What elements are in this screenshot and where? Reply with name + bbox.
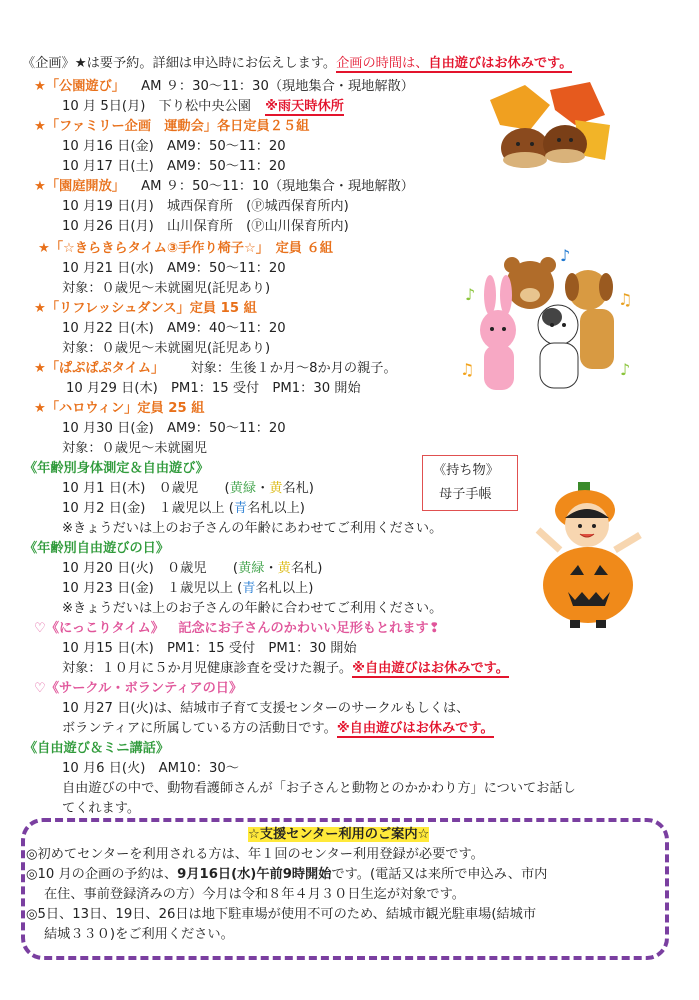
agefree-note: ※きょうだいは上のお子さんの年齢に合わせてご利用ください。 xyxy=(62,601,443,616)
guide-line-1: ◎初めてセンターを利用される方は、年１回のセンター利用登録が必要です。 xyxy=(26,847,484,862)
papapa-target: 対象：生後１か月〜8か月の親子。 xyxy=(190,361,397,376)
tag-dot: ・ xyxy=(256,481,270,496)
park-note: ※雨天時休所 xyxy=(265,99,344,114)
agefree-date-2-suffix: 名札以上) xyxy=(255,581,314,596)
measure-date-1-text: 10 月1 日(木) ０歳児 ( xyxy=(62,481,230,496)
measure-date-2-suffix: 名札以上) xyxy=(247,501,305,516)
mini-title: 《自由遊び＆ミニ講話》 xyxy=(24,741,170,756)
dancing-animals-illustration xyxy=(460,245,640,410)
papapa-date: 10 月29 日(木) PM1：15 受付 PM1：30 開始 xyxy=(66,381,361,396)
circle-line-1: 10 月27 日(火)は、結城市子育て支援センターのサークルもしくは、 xyxy=(62,701,470,716)
guide-reservation-start: 9月16日(水)午前9時開始 xyxy=(177,867,332,882)
park-date: 10 月 5日(月) 下り松中央公園 xyxy=(62,99,251,114)
measure-date-1 xyxy=(62,480,314,497)
kirakira-title: ★「☆きらきらタイム③手作り椅子☆」 定員 ６組 xyxy=(38,241,333,256)
intro-text: 《企画》★は要予約。詳細は申込時にお伝えします。 xyxy=(22,56,337,71)
guide-title-text: ☆支援センター利用のご案内☆ xyxy=(248,827,430,842)
nikkori-note: ※自由遊びはお休みです。 xyxy=(352,661,509,676)
park-heading xyxy=(34,78,414,95)
family-date-1: 10 月16 日(金) AM9：50〜11：20 xyxy=(62,139,286,154)
guide-line-4: ◎5日、13日、19日、26日は地下駐車場が使用不可のため、結城市観光駐車場(結城市 xyxy=(26,907,537,922)
circle-note: ※自由遊びはお休みです。 xyxy=(336,721,494,736)
svg-text:♪: ♪ xyxy=(465,285,476,304)
chestnut-leaves-illustration xyxy=(480,80,615,175)
tag-dot-2: ・ xyxy=(264,561,278,576)
nikkori-target: 対象：１０月に５か月児健康診査を受けた親子。 xyxy=(62,661,353,676)
measure-date-2-text: 10 月2 日(金) １歳児以上 ( xyxy=(62,501,234,516)
mini-line-2: てくれます。 xyxy=(62,801,141,816)
refresh-target: 対象：０歳児〜未就園児(託児あり) xyxy=(62,341,271,356)
mini-line-1: 自由遊びの中で、動物看護師さんが「お子さんと動物とのかかわり方」についてお話し xyxy=(62,781,576,796)
garden-date-2: 10 月26 日(月) 山川保育所 (Ⓟ山川保育所内) xyxy=(62,219,349,234)
agefree-date-1 xyxy=(62,560,322,577)
park-date-line xyxy=(62,98,344,115)
family-date-2: 10 月17 日(土) AM9：50〜11：20 xyxy=(62,159,286,174)
agefree-date-1-text: 10 月20 日(火) ０歳児 ( xyxy=(62,561,239,576)
intro-line xyxy=(22,55,572,72)
svg-text:♫: ♫ xyxy=(460,360,475,379)
refresh-date: 10 月22 日(木) AM9：40〜11：20 xyxy=(62,321,286,336)
guide-line-2a: ◎10 月の企画の予約は、 xyxy=(26,867,178,882)
guide-title xyxy=(248,826,429,843)
circle-line-2-text: ボランティアに所属している方の活動日です。 xyxy=(62,721,337,736)
garden-heading xyxy=(34,178,414,195)
tag-yellow-2: 黄 xyxy=(277,561,291,576)
tag-blue: 青 xyxy=(233,501,248,516)
agefree-title: 《年齢別自由遊びの日》 xyxy=(24,541,170,556)
halloween-date: 10 月30 日(金) AM9：50〜11：20 xyxy=(62,421,286,436)
papapa-title: ★「ぱぷぱぷタイム」 xyxy=(34,361,165,376)
measure-note: ※きょうだいは上のお子さんの年齢にあわせてご利用ください。 xyxy=(62,521,443,536)
family-title: ★「ファミリー企画 運動会」各日定員２５組 xyxy=(34,119,310,134)
nikkori-heading xyxy=(34,620,440,637)
nikkori-title: ♡《にっこりタイム》 xyxy=(34,621,164,636)
belongings-item: 母子手帳 xyxy=(439,487,492,502)
nikkori-date: 10 月15 日(木) PM1：15 受付 PM1：30 開始 xyxy=(62,641,357,656)
belongings-box xyxy=(422,455,518,511)
svg-text:♪: ♪ xyxy=(620,360,631,379)
tag-blue-2: 青 xyxy=(242,581,256,596)
pumpkin-child-illustration xyxy=(530,480,650,630)
papapa-heading xyxy=(34,360,397,377)
tag-yellowgreen: 黄緑 xyxy=(229,481,257,496)
tag-suffix: 名札) xyxy=(282,481,314,496)
belongings-title: 《持ち物》 xyxy=(433,463,499,478)
kirakira-date: 10 月21 日(水) AM9：50〜11：20 xyxy=(62,261,286,276)
guide-line-2c: です。(電話又は来所で申込み、市内 xyxy=(331,867,548,882)
nikkori-sub: 記念にお子さんのかわいい足形もとれます❢ xyxy=(178,621,440,636)
circle-title: ♡《サークル・ボランティアの日》 xyxy=(34,681,243,696)
agefree-date-2-text: 10 月23 日(金) １歳児以上 ( xyxy=(62,581,243,596)
garden-date-1: 10 月19 日(月) 城西保育所 (Ⓟ城西保育所内) xyxy=(62,199,349,214)
guide-line-3: 在住、事前登録済みの方）今月は令和８年４月３０日生迄が対象です。 xyxy=(44,887,465,902)
intro-warning-b: 自由遊びはお休みです。 xyxy=(428,56,573,71)
svg-text:♪: ♪ xyxy=(560,246,571,265)
tag-yellow: 黄 xyxy=(269,481,283,496)
park-time: AM ９：30〜11：30（現地集合・現地解散） xyxy=(141,79,414,94)
guide-line-5: 結城３３０)をご利用ください。 xyxy=(44,927,234,942)
halloween-target: 対象：０歳児〜未就園児 xyxy=(62,441,208,456)
halloween-title: ★「ハロウィン」定員 25 組 xyxy=(34,401,205,416)
measure-title: 《年齢別身体測定＆自由遊び》 xyxy=(24,461,209,476)
guide-line-2 xyxy=(26,866,547,883)
tag-suffix-2: 名札) xyxy=(290,561,323,576)
measure-date-2 xyxy=(62,500,305,517)
svg-text:♫: ♫ xyxy=(618,290,633,309)
intro-warning-a: 企画の時間は、 xyxy=(336,56,429,71)
agefree-date-2 xyxy=(62,580,313,597)
tag-yellowgreen-2: 黄緑 xyxy=(238,561,265,576)
garden-title: ★「園庭開放」 xyxy=(34,179,125,194)
refresh-title: ★「リフレッシュダンス」定員 15 組 xyxy=(34,301,257,316)
circle-line-2 xyxy=(62,720,494,737)
nikkori-target-line xyxy=(62,660,509,677)
mini-date: 10 月6 日(火) AM10：30〜 xyxy=(62,761,239,776)
kirakira-target: 対象：０歳児〜未就園児(託児あり) xyxy=(62,281,271,296)
park-title: ★「公園遊び」 xyxy=(34,79,125,94)
garden-time: AM ９：50〜11：10（現地集合・現地解散） xyxy=(141,179,414,194)
